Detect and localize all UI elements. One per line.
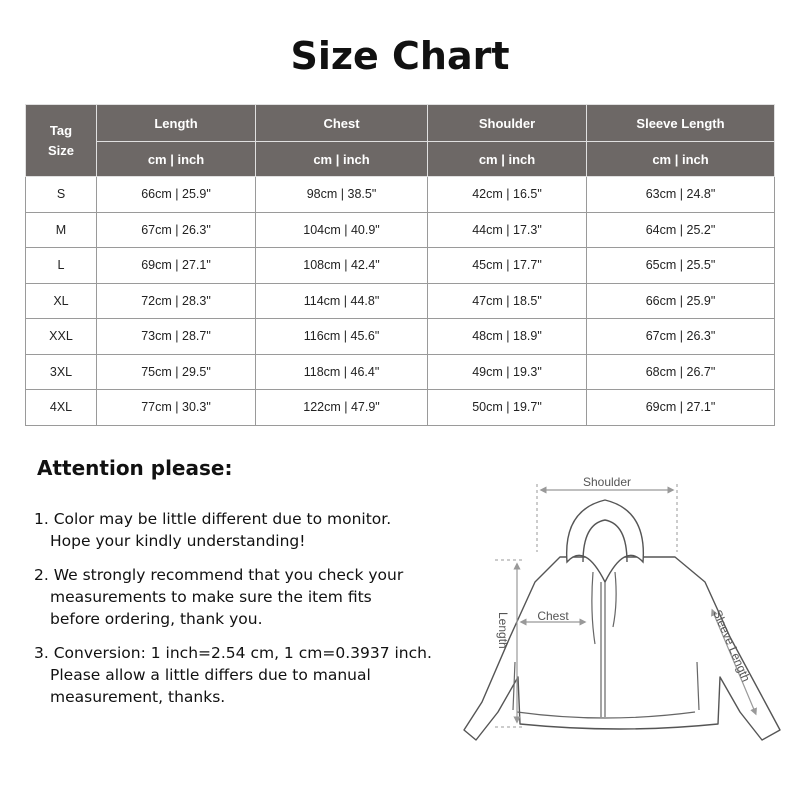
tag-size-header	[26, 105, 97, 177]
table-cell: 45cm | 17.7"	[428, 248, 587, 284]
note-line: measurement, thanks.	[50, 688, 226, 706]
tag-size-header-line: Tag	[49, 122, 73, 138]
size-cell: XXL	[26, 319, 97, 355]
size-cell: XL	[26, 283, 97, 319]
table-cell: 48cm | 18.9"	[428, 319, 587, 355]
column-header-chest: Chest	[256, 105, 428, 142]
table-cell: 44cm | 17.3"	[428, 212, 587, 248]
table-cell: 116cm | 45.6"	[256, 319, 428, 355]
note-line: 1. Color may be little different due to monitor.	[34, 510, 392, 528]
table-cell: 67cm | 26.3"	[587, 319, 775, 355]
note-line: before ordering, thank you.	[50, 610, 263, 628]
sleeve-length-label: Sleeve Length	[710, 607, 754, 684]
table-cell: 68cm | 26.7"	[587, 354, 775, 390]
note-item	[34, 564, 464, 630]
unit-header: cm | inch	[428, 142, 587, 177]
table-cell: 114cm | 44.8"	[256, 283, 428, 319]
unit-header: cm | inch	[256, 142, 428, 177]
table-cell: 77cm | 30.3"	[97, 390, 256, 426]
table-cell: 104cm | 40.9"	[256, 212, 428, 248]
note-item	[34, 508, 464, 552]
chest-label: Chest	[537, 609, 569, 623]
table-cell: 73cm | 28.7"	[97, 319, 256, 355]
size-cell: M	[26, 212, 97, 248]
table-cell: 47cm | 18.5"	[428, 283, 587, 319]
column-header-sleeve-length: Sleeve Length	[587, 105, 775, 142]
table-row	[26, 354, 775, 390]
table-row	[26, 283, 775, 319]
size-cell: 3XL	[26, 354, 97, 390]
unit-header: cm | inch	[587, 142, 775, 177]
table-cell: 72cm | 28.3"	[97, 283, 256, 319]
tag-size-header-line: Size	[47, 142, 74, 158]
table-cell: 64cm | 25.2"	[587, 212, 775, 248]
table-cell: 67cm | 26.3"	[97, 212, 256, 248]
note-line: Please allow a little differs due to manual	[50, 666, 371, 684]
table-row	[26, 319, 775, 355]
table-cell: 122cm | 47.9"	[256, 390, 428, 426]
size-chart-table	[25, 104, 775, 426]
table-cell: 49cm | 19.3"	[428, 354, 587, 390]
table-cell: 118cm | 46.4"	[256, 354, 428, 390]
table-row	[26, 177, 775, 213]
size-cell: L	[26, 248, 97, 284]
hoodie-measurement-diagram	[455, 462, 785, 792]
column-header-shoulder: Shoulder	[428, 105, 587, 142]
length-label: Length	[496, 612, 510, 649]
table-row	[26, 248, 775, 284]
note-line: 3. Conversion: 1 inch=2.54 cm, 1 cm=0.3937 inch.	[34, 644, 432, 662]
note-line: Hope your kindly understanding!	[50, 532, 306, 550]
page-title: Size Chart	[290, 34, 510, 78]
table-cell: 66cm | 25.9"	[587, 283, 775, 319]
shoulder-label: Shoulder	[582, 475, 632, 489]
table-cell: 63cm | 24.8"	[587, 177, 775, 213]
size-cell: S	[26, 177, 97, 213]
table-row	[26, 390, 775, 426]
unit-header: cm | inch	[97, 142, 256, 177]
notes-list	[34, 508, 464, 720]
table-cell: 108cm | 42.4"	[256, 248, 428, 284]
table-cell: 65cm | 25.5"	[587, 248, 775, 284]
size-cell: 4XL	[26, 390, 97, 426]
table-cell: 66cm | 25.9"	[97, 177, 256, 213]
table-cell: 75cm | 29.5"	[97, 354, 256, 390]
note-line: measurements to make sure the item fits	[50, 588, 372, 606]
column-header-length: Length	[97, 105, 256, 142]
attention-heading: Attention please:	[37, 456, 233, 480]
note-line: 2. We strongly recommend that you check your	[34, 566, 404, 584]
table-cell: 42cm | 16.5"	[428, 177, 587, 213]
note-item	[34, 642, 464, 708]
table-cell: 50cm | 19.7"	[428, 390, 587, 426]
table-row	[26, 212, 775, 248]
table-cell: 98cm | 38.5"	[256, 177, 428, 213]
table-cell: 69cm | 27.1"	[587, 390, 775, 426]
table-cell: 69cm | 27.1"	[97, 248, 256, 284]
